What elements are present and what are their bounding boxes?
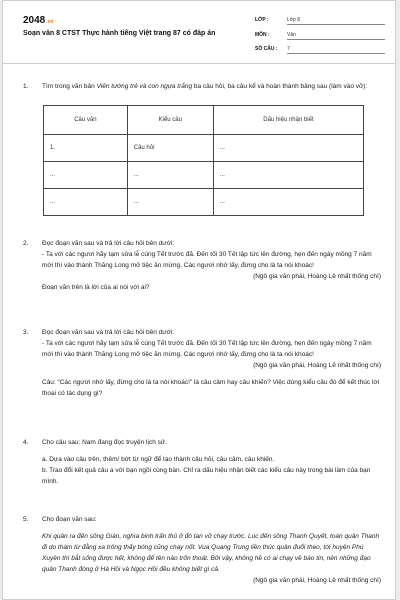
site-logo[interactable] (23, 15, 53, 26)
document-page (2, 0, 396, 600)
document-title: Soạn văn 8 CTST Thực hành tiếng Việt trang 87 có đáp án (23, 30, 216, 37)
table-cell: Câu hỏi (127, 135, 213, 162)
answer-table (43, 105, 364, 216)
question-4 (23, 437, 381, 487)
meta-class (255, 17, 385, 25)
column-header: Kiểu câu (127, 106, 213, 135)
table-cell: ... (127, 162, 213, 189)
document-header (3, 1, 396, 64)
table-cell: ... (127, 189, 213, 216)
sub-question-b: b. Trao đổi kết quả câu a với bạn ngồi cùng bàn. Chỉ ra dấu hiệu nhận biết các kiểu câu này trong bài làm của bạn mình. (42, 467, 371, 485)
table-header-row (44, 106, 364, 135)
question-intro: Cho câu sau: Nam đang đọc truyện lịch sử. (42, 439, 168, 446)
table-cell: ... (44, 162, 128, 189)
question-intro: Đọc đoạn văn sau và trả lời câu hỏi bên dưới: (42, 329, 175, 336)
passage-source: (Ngô gia văn phái, Hoàng Lê nhất thống chí) (253, 577, 381, 584)
table-cell: 1. (44, 135, 128, 162)
meta-label: MÔN : (255, 32, 270, 38)
quoted-passage: - Ta với các ngươi hãy tạm sửa lễ cúng Tết trước đã. Đến tối 30 Tết lập tức lên đường, hẹn đến ngày mồng 7 năm mới thì vào thành Thăng Long mở tiệc ăn mừng. Các ngươi nhớ lấy, đừng cho là ta nói khoác! (42, 251, 372, 269)
question-1 (23, 81, 381, 92)
question-intro: Cho đoạn văn sau: (42, 516, 97, 523)
column-header: Dấu hiệu nhận biết (213, 106, 363, 135)
question-text: Đoạn văn trên là lời của ai nói với ai? (42, 284, 150, 291)
meta-value: Lớp 8 (287, 17, 385, 25)
question-intro: Đọc đoạn văn sau và trả lời câu hỏi bên dưới: (42, 240, 175, 247)
question-text: Tìm trong văn bản Viên tướng trẻ và con ngựa trắng ba câu hỏi, ba câu kể và hoàn thành bảng sau (làm vào vở): (42, 83, 368, 90)
meta-label: LỚP : (255, 17, 269, 23)
table-row (44, 162, 364, 189)
meta-value: 7 (287, 46, 385, 54)
question-number: 2. (23, 240, 29, 247)
question-number: 1. (23, 83, 29, 90)
question-3 (23, 327, 381, 399)
quoted-passage: - Ta với các ngươi hãy tạm sửa lễ cúng Tết trước đã. Đến tối 30 Tết lập tức lên đường, hẹn đến ngày mồng 7 năm mới thì vào thành Thăng Long mở tiệc ăn mừng. Các ngươi nhớ lấy, đừng cho là ta nói khoác! (42, 340, 372, 358)
meta-subject (255, 32, 385, 40)
question-5 (23, 514, 381, 586)
quoted-passage: Khi quân ra đến sông Gián, nghìa binh trấn thủ ở đó tan vỡ chạy trước. Lúc đến sông Thanh Quyết, toán quân Thanh đi do thám từ đằng xa trông thấy bóng cũng chạy nốt. Vua Quang Trung liền thúc quân đuổi theo, tới huyện Phú Xuyên thì bắt sống được hết, không để tên nào trốn thoát. Bởi vậy, không hề có ai chạy về báo tin, nên những đạo quân Thanh đóng ở Hà Hồi và Ngọc Hồi đều không biết gì cả. (42, 533, 380, 573)
table-cell: ... (213, 162, 363, 189)
question-text: Câu: “Các ngươi nhớ lấy, đừng cho là ta nói khoác!” là câu cảm hay câu khiến? Việc dùng kiểu câu đó để kết thúc lời thoại có tác dụng gì? (42, 379, 380, 397)
passage-source: (Ngô gia văn phái, Hoàng Lê nhất thống chí) (253, 273, 381, 280)
question-number: 4. (23, 439, 29, 446)
logo-main: 2048 (23, 15, 46, 26)
table-cell: ... (213, 135, 363, 162)
table-row (44, 189, 364, 216)
meta-count (255, 46, 385, 54)
meta-label: SỐ CÂU : (255, 46, 278, 52)
question-number: 5. (23, 516, 29, 523)
table-cell: ... (44, 189, 128, 216)
table-cell: ... (213, 189, 363, 216)
sub-question-a: a. Dựa vào câu trên, thêm/ bớt từ ngữ để tạo thành câu hỏi, câu cảm, câu khiến. (42, 456, 275, 463)
column-header: Câu văn (44, 106, 128, 135)
passage-source: (Ngô gia văn phái, Hoàng Lê nhất thống chí) (253, 362, 381, 369)
question-2 (23, 238, 381, 293)
meta-value: Văn (287, 32, 385, 40)
logo-suffix: .vn (46, 19, 54, 25)
question-number: 3. (23, 329, 29, 336)
table-row (44, 135, 364, 162)
